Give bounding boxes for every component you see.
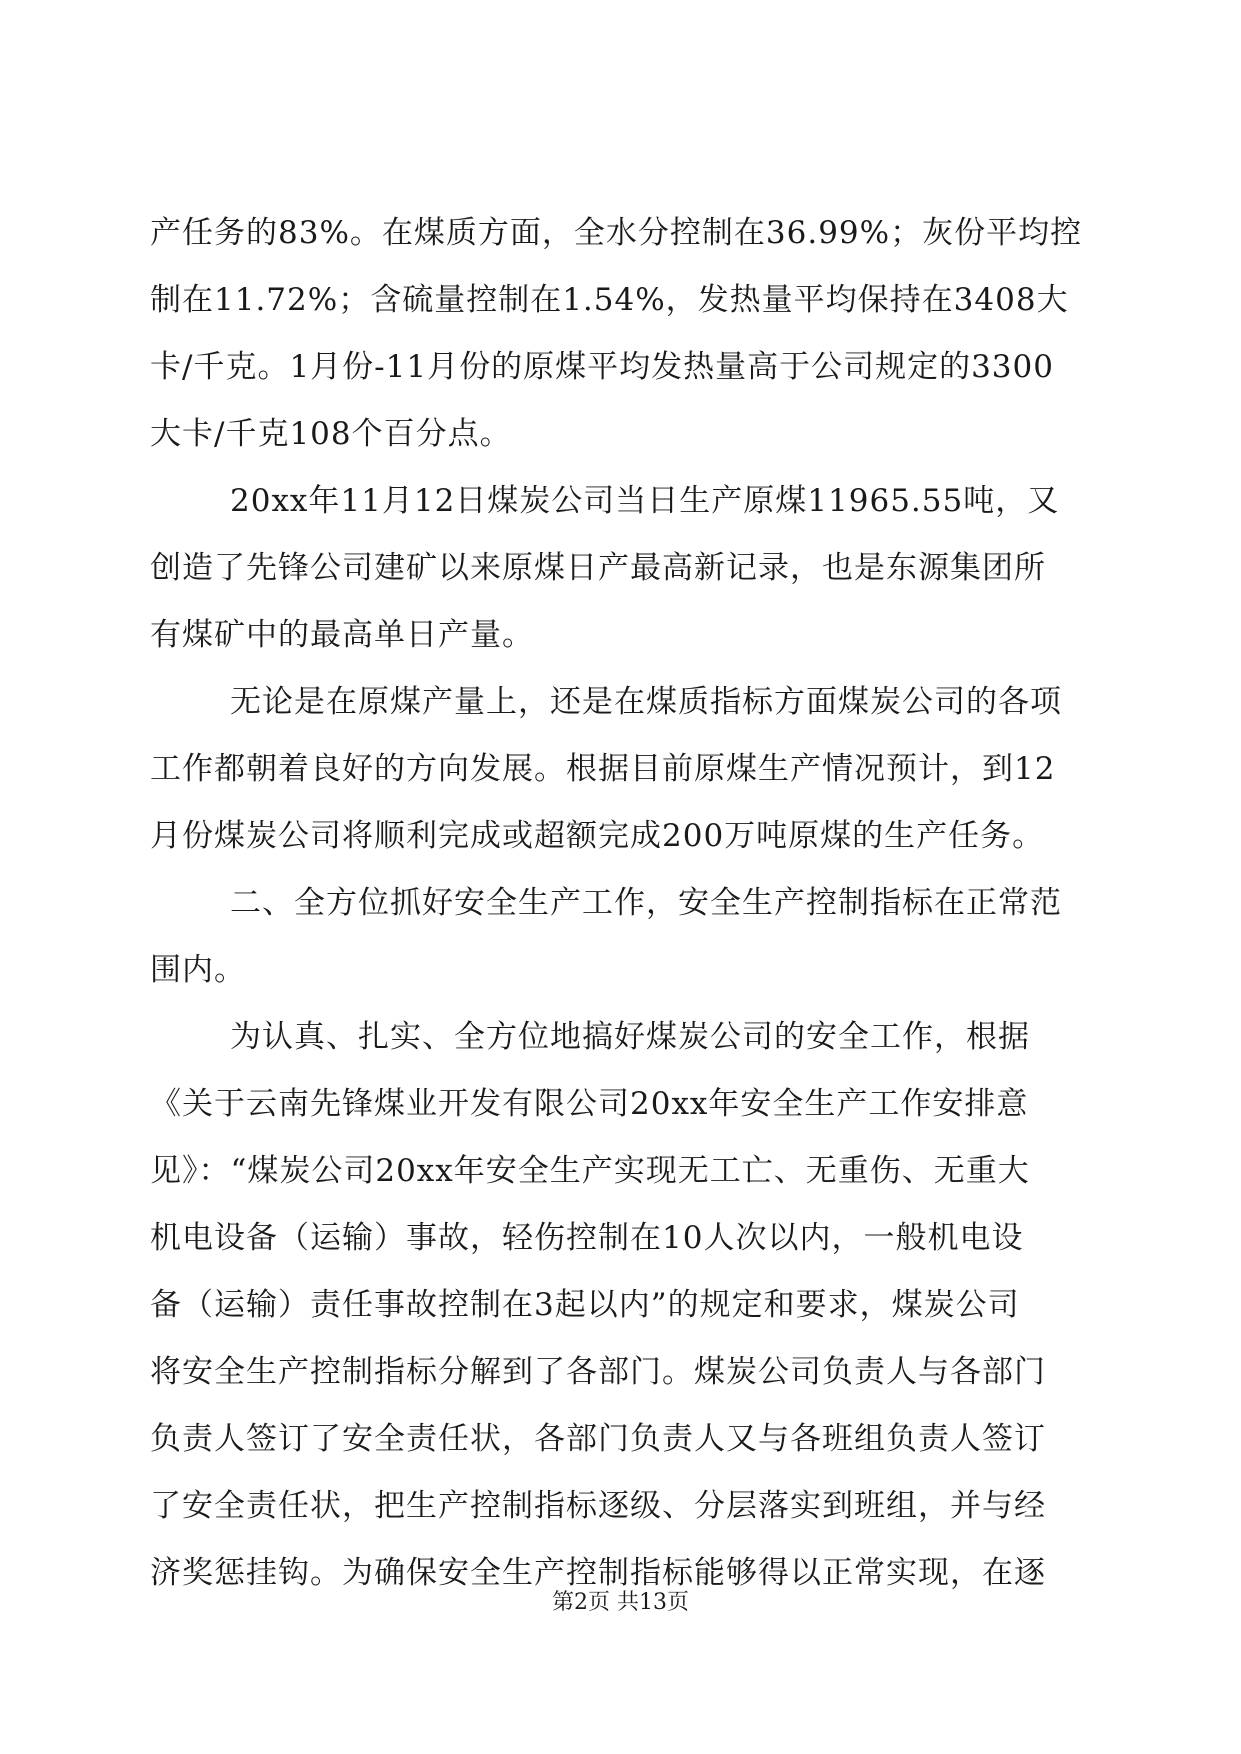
text-line: 机电设备（运输）事故，轻伤控制在10人次以内，一般机电设 xyxy=(150,1220,1024,1256)
text-line: 月份煤炭公司将顺利完成或超额完成200万吨原煤的生产任务。 xyxy=(150,818,1045,854)
document-body xyxy=(150,200,1083,1607)
text-line: 有煤矿中的最高单日产量。 xyxy=(150,617,534,653)
page-number-footer: 第2页 共13页 xyxy=(552,1590,689,1615)
text-line: 工作都朝着良好的方向发展。根据目前原煤生产情况预计，到12 xyxy=(150,751,1056,787)
paragraph-first-line: 为认真、扎实、全方位地搞好煤炭公司的安全工作，根据 xyxy=(230,1019,1030,1055)
text-line: 济奖惩挂钩。为确保安全生产控制指标能够得以正常实现，在逐 xyxy=(150,1555,1046,1591)
text-line: 卡/千克。1月份-11月份的原煤平均发热量高于公司规定的3300 xyxy=(150,349,1054,385)
text-line: 制在11.72%；含硫量控制在1.54%，发热量平均保持在3408大 xyxy=(150,282,1069,318)
text-line: 创造了先锋公司建矿以来原煤日产最高新记录，也是东源集团所 xyxy=(150,550,1046,586)
text-line: 负责人签订了安全责任状，各部门负责人又与各班组负责人签订 xyxy=(150,1421,1046,1457)
text-line: 了安全责任状，把生产控制指标逐级、分层落实到班组，并与经 xyxy=(150,1488,1046,1524)
text-line: 《关于云南先锋煤业开发有限公司20xx年安全生产工作安排意 xyxy=(150,1086,1029,1122)
text-line: 产任务的83%。在煤质方面，全水分控制在36.99%；灰份平均控 xyxy=(150,215,1083,251)
text-line: 见》：“煤炭公司20xx年安全生产实现无工亡、无重伤、无重大 xyxy=(150,1153,1030,1189)
text-line: 大卡/千克108个百分点。 xyxy=(150,416,512,452)
section-heading: 二、全方位抓好安全生产工作，安全生产控制指标在正常范 xyxy=(230,885,1062,921)
text-line: 将安全生产控制指标分解到了各部门。煤炭公司负责人与各部门 xyxy=(150,1354,1046,1390)
section-heading-continued: 围内。 xyxy=(150,952,246,988)
paragraph-first-line: 20xx年11月12日煤炭公司当日生产原煤11965.55吨，又 xyxy=(230,483,1060,519)
text-line: 备（运输）责任事故控制在3起以内”的规定和要求，煤炭公司 xyxy=(150,1287,1020,1323)
paragraph-first-line: 无论是在原煤产量上，还是在煤质指标方面煤炭公司的各项 xyxy=(230,684,1062,720)
